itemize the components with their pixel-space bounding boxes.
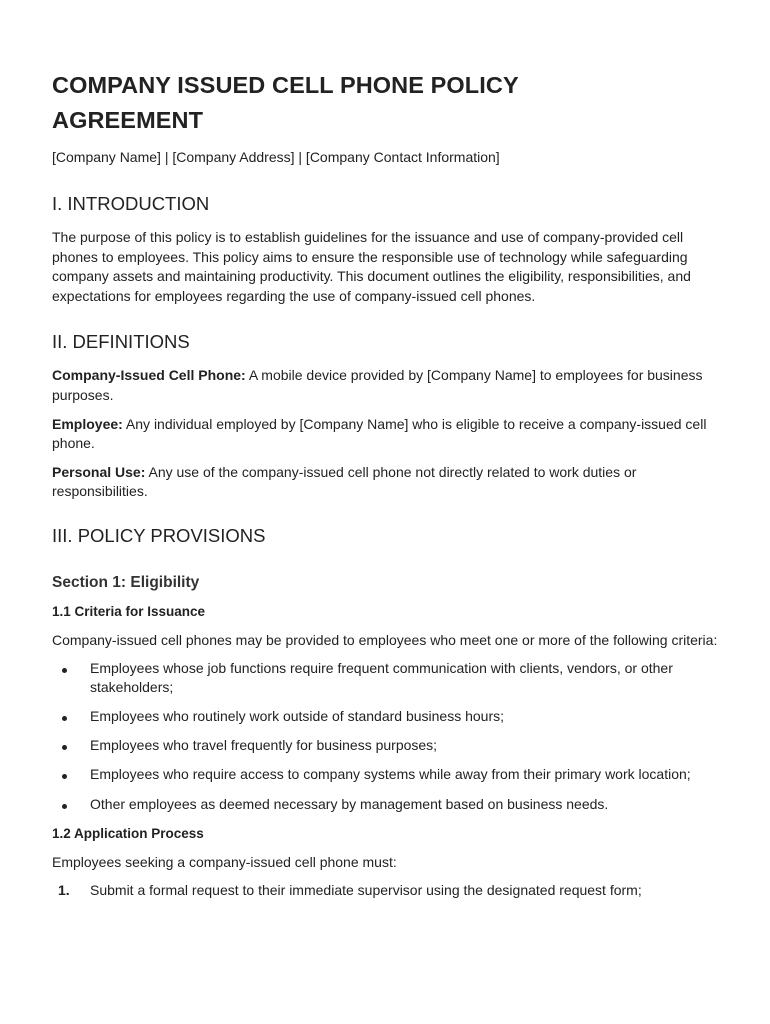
definitions-list xyxy=(52,366,718,502)
list-item-text: Employees who travel frequently for business purposes; xyxy=(90,737,438,754)
list-item xyxy=(52,659,718,698)
definition-item xyxy=(52,415,718,454)
application-steps xyxy=(52,881,718,901)
application-process-heading: 1.2 Application Process xyxy=(52,825,204,841)
bullet-icon xyxy=(62,804,67,809)
definitions-heading: II. DEFINITIONS xyxy=(52,331,190,353)
definition-term: Personal Use: xyxy=(52,463,146,480)
step-text: Submit a formal request to their immediate supervisor using the designated request form; xyxy=(90,882,642,899)
list-item xyxy=(52,707,718,727)
list-item xyxy=(52,736,718,756)
application-intro: Employees seeking a company-issued cell phone must: xyxy=(52,853,397,870)
definition-item xyxy=(52,366,718,405)
bullet-icon xyxy=(62,745,67,750)
document-title xyxy=(52,0,718,138)
policy-provisions-heading: III. POLICY PROVISIONS xyxy=(52,524,266,546)
list-item xyxy=(52,795,718,815)
definition-text: Any use of the company-issued cell phone not directly related to work duties or responsibilities. xyxy=(52,463,637,500)
criteria-intro: Company-issued cell phones may be provided to employees who meet one or more of the following criteria: xyxy=(52,631,718,648)
criteria-heading: 1.1 Criteria for Issuance xyxy=(52,603,206,619)
definition-item xyxy=(52,463,718,502)
title-line-1: COMPANY ISSUED CELL PHONE POLICY xyxy=(52,72,519,98)
title-line-2: AGREEMENT xyxy=(52,107,204,133)
company-info-line: [Company Name] | [Company Address] | [Company Contact Information] xyxy=(52,149,500,165)
section-1-heading: Section 1: Eligibility xyxy=(52,573,200,591)
list-item-text: Employees who require access to company systems while away from their primary work location; xyxy=(90,766,691,783)
introduction-heading: I. INTRODUCTION xyxy=(52,193,210,214)
bullet-icon xyxy=(62,774,67,779)
definition-term: Company-Issued Cell Phone: xyxy=(52,367,246,384)
bullet-icon xyxy=(62,716,67,721)
criteria-list xyxy=(52,659,718,815)
step-number: 1. xyxy=(58,882,70,899)
definition-text: Any individual employed by [Company Name] who is eligible to receive a company-issued cell phone. xyxy=(52,415,707,452)
introduction-body: The purpose of this policy is to establish guidelines for the issuance and use of company-provided cell phones to employees. This policy aims to ensure the responsible use of technology while safeguarding company assets and maintaining productivity. This document outlines the eligibility, responsibilities, and expectations for employees regarding the use of company-issued cell phones. xyxy=(52,229,691,304)
bullet-icon xyxy=(62,668,67,673)
list-item-text: Employees who routinely work outside of standard business hours; xyxy=(90,708,504,725)
list-item-text: Employees whose job functions require frequent communication with clients, vendors, or other stakeholders; xyxy=(90,659,673,696)
list-item xyxy=(52,881,718,901)
list-item xyxy=(52,765,718,785)
definition-term: Employee: xyxy=(52,415,123,432)
list-item-text: Other employees as deemed necessary by management based on business needs. xyxy=(90,795,609,812)
definition-text: A mobile device provided by [Company Name] to employees for business purposes. xyxy=(52,367,703,403)
